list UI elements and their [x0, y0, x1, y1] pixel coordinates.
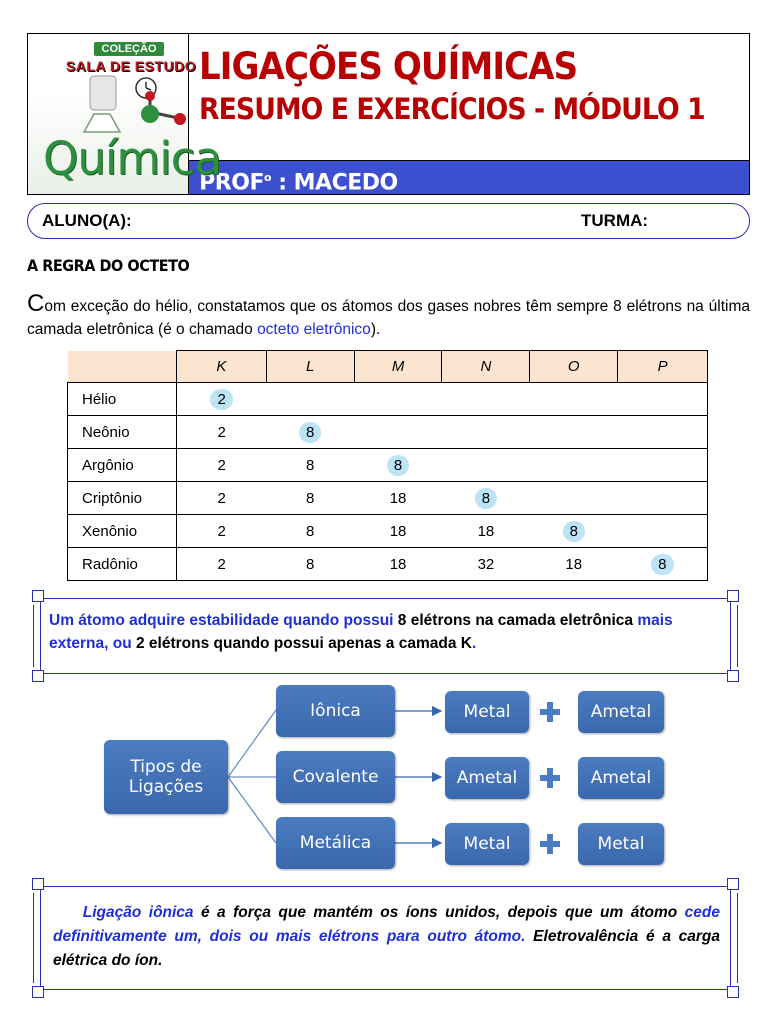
shell-value-cell [442, 515, 530, 548]
root-label-line: Tipos de [130, 757, 202, 777]
box-corner-ornament [727, 986, 739, 998]
bond-type-ionic-node: Iônica [276, 685, 395, 737]
logo-colecao-label: COLEÇÃO [94, 42, 164, 56]
rule-part: . [471, 635, 477, 652]
ionic-bond-definition-text [53, 901, 720, 973]
table-header-cell: P [618, 351, 708, 383]
bond-type-covalent-node: Covalente [276, 751, 395, 803]
shell-value: 8 [306, 489, 315, 507]
shell-value: 2 [217, 522, 226, 540]
box-corner-ornament [32, 986, 44, 998]
table-row [68, 449, 708, 482]
shell-value-cell [354, 482, 442, 515]
shell-value-cell [442, 449, 530, 482]
shell-value-cell [354, 449, 442, 482]
rule-part: 2 elétrons quando possui apenas a camada K [131, 635, 472, 652]
shell-value: 8 [306, 522, 315, 540]
shell-value-cell [354, 383, 442, 416]
shell-value: 18 [389, 522, 407, 540]
shell-value-cell [442, 416, 530, 449]
table-header-cell: N [442, 351, 530, 383]
element-name-cell: Hélio [68, 383, 177, 416]
definition-highlight: cede definitivamente um, dois ou mais elétrons para outro átomo. [53, 904, 720, 945]
shell-value-cell [530, 416, 618, 449]
shell-value-cell [442, 383, 530, 416]
shell-value-cell [618, 515, 708, 548]
table-header-cell: O [530, 351, 618, 383]
box-corner-ornament [727, 590, 739, 602]
bond-type-metallic-node: Metálica [276, 817, 395, 869]
shell-value: 8 [306, 456, 315, 474]
rule-part: mais externa, ou [49, 612, 673, 652]
title-block [189, 34, 749, 160]
intro-dropcap: C [27, 290, 45, 317]
stability-rule-text [49, 609, 724, 655]
shell-value: 2 [217, 423, 226, 441]
shell-value-cell [266, 383, 354, 416]
covalent-right-element-node: Ametal [578, 757, 664, 799]
teacher-bar [189, 160, 749, 194]
table-row [68, 383, 708, 416]
logo-quimica-text: Química [42, 132, 222, 185]
shell-value-cell [618, 416, 708, 449]
shell-value: 2 [217, 456, 226, 474]
table-row [68, 548, 708, 581]
table-header-cell: L [266, 351, 354, 383]
shell-value-cell [266, 482, 354, 515]
valence-shell-value: 8 [299, 422, 321, 443]
table-row [68, 482, 708, 515]
element-name-cell: Neônio [68, 416, 177, 449]
shell-value-cell [530, 482, 618, 515]
shell-value-cell [618, 482, 708, 515]
rule-part: 8 elétrons na camada eletrônica [393, 612, 638, 629]
shell-value: 2 [217, 489, 226, 507]
table-body [68, 383, 708, 581]
intro-highlight: octeto eletrônico [257, 321, 371, 338]
shell-value-cell [177, 383, 267, 416]
definition-text: Eletrovalência é a carga elétrica do íon. [53, 928, 720, 969]
ionic-left-element-node: Metal [445, 691, 529, 733]
shell-value-cell [177, 515, 267, 548]
shell-value: 18 [565, 555, 583, 573]
valence-shell-value: 8 [651, 554, 673, 575]
shell-value-cell [530, 548, 618, 581]
element-name-cell: Xenônio [68, 515, 177, 548]
flask-molecule-icon [80, 74, 200, 136]
bond-types-root-node [104, 740, 228, 814]
box-corner-ornament [32, 878, 44, 890]
element-name-cell: Radônio [68, 548, 177, 581]
table-row [68, 515, 708, 548]
shell-value-cell [266, 449, 354, 482]
rule-part: Um átomo adquire estabilidade quando possui [49, 612, 394, 629]
shell-value-cell [530, 449, 618, 482]
root-label-line: Ligações [128, 777, 204, 797]
bond-types-diagram [0, 680, 768, 880]
shell-value-cell [354, 416, 442, 449]
shell-value-cell [442, 482, 530, 515]
shell-value: 18 [389, 555, 407, 573]
shell-value-cell [618, 449, 708, 482]
plus-icon [540, 768, 560, 788]
ionic-right-element-node: Ametal [578, 691, 664, 733]
valence-shell-value: 8 [563, 521, 585, 542]
table-header-cell: K [177, 351, 267, 383]
colecao-logo [28, 34, 222, 194]
valence-shell-value: 8 [387, 455, 409, 476]
shell-value-cell [618, 383, 708, 416]
table-row [68, 416, 708, 449]
shell-value-cell [354, 548, 442, 581]
logo-sala-label: SALA DE ESTUDO [65, 58, 197, 74]
shell-value: 32 [477, 555, 495, 573]
shell-value-cell [618, 548, 708, 581]
shell-value-cell [530, 515, 618, 548]
definition-term: Ligação iônica [82, 904, 194, 921]
element-name-cell: Criptônio [68, 482, 177, 515]
metallic-left-element-node: Metal [445, 823, 529, 865]
section-title: A REGRA DO OCTETO [27, 256, 190, 275]
shell-value-cell [177, 548, 267, 581]
box-corner-ornament [32, 590, 44, 602]
page-title: LIGAÇÕES QUÍMICAS [199, 45, 578, 88]
covalent-left-element-node: Ametal [445, 757, 529, 799]
shell-value-cell [177, 416, 267, 449]
root-node-label [129, 757, 203, 797]
document-header [27, 33, 750, 195]
definition-text: é a força que mantém os íons unidos, depois que um átomo [193, 904, 685, 921]
teacher-prefix-sup: o [263, 171, 272, 184]
student-name-label: ALUNO(A): [42, 211, 132, 230]
valence-shell-value: 2 [210, 389, 232, 410]
element-name-cell: Argônio [68, 449, 177, 482]
table-header-cell: M [354, 351, 442, 383]
shell-value-cell [266, 515, 354, 548]
shell-value-cell [266, 548, 354, 581]
page-subtitle: RESUMO E EXERCÍCIOS - MÓDULO 1 [199, 92, 706, 126]
intro-text: om exceção do hélio, constatamos que os átomos dos gases nobres têm sempre 8 elétrons na última camada eletrônica (é o chamado [27, 298, 750, 338]
shell-value: 18 [389, 489, 407, 507]
box-corner-ornament [727, 878, 739, 890]
title-area [189, 34, 749, 194]
shell-value-cell [530, 383, 618, 416]
shell-value: 8 [306, 555, 315, 573]
student-info-bar [27, 203, 750, 239]
intro-end: ). [370, 321, 381, 338]
shell-value: 18 [477, 522, 495, 540]
valence-shell-value: 8 [475, 488, 497, 509]
shell-value-cell [354, 515, 442, 548]
intro-paragraph [27, 292, 750, 341]
teacher-prefix: PROF [199, 170, 264, 196]
teacher-name: : MACEDO [271, 170, 398, 196]
shell-value-cell [442, 548, 530, 581]
table-header-row [68, 351, 708, 383]
plus-icon [540, 834, 560, 854]
class-label: TURMA: [581, 211, 649, 230]
shell-value-cell [266, 416, 354, 449]
metallic-right-element-node: Metal [578, 823, 664, 865]
electron-shells-table [67, 350, 708, 581]
shell-value-cell [177, 482, 267, 515]
stability-rule-box [40, 598, 731, 674]
shell-value-cell [177, 449, 267, 482]
ionic-bond-definition-box [40, 886, 731, 990]
table-corner [68, 351, 177, 383]
shell-value: 2 [217, 555, 226, 573]
plus-icon [540, 702, 560, 722]
